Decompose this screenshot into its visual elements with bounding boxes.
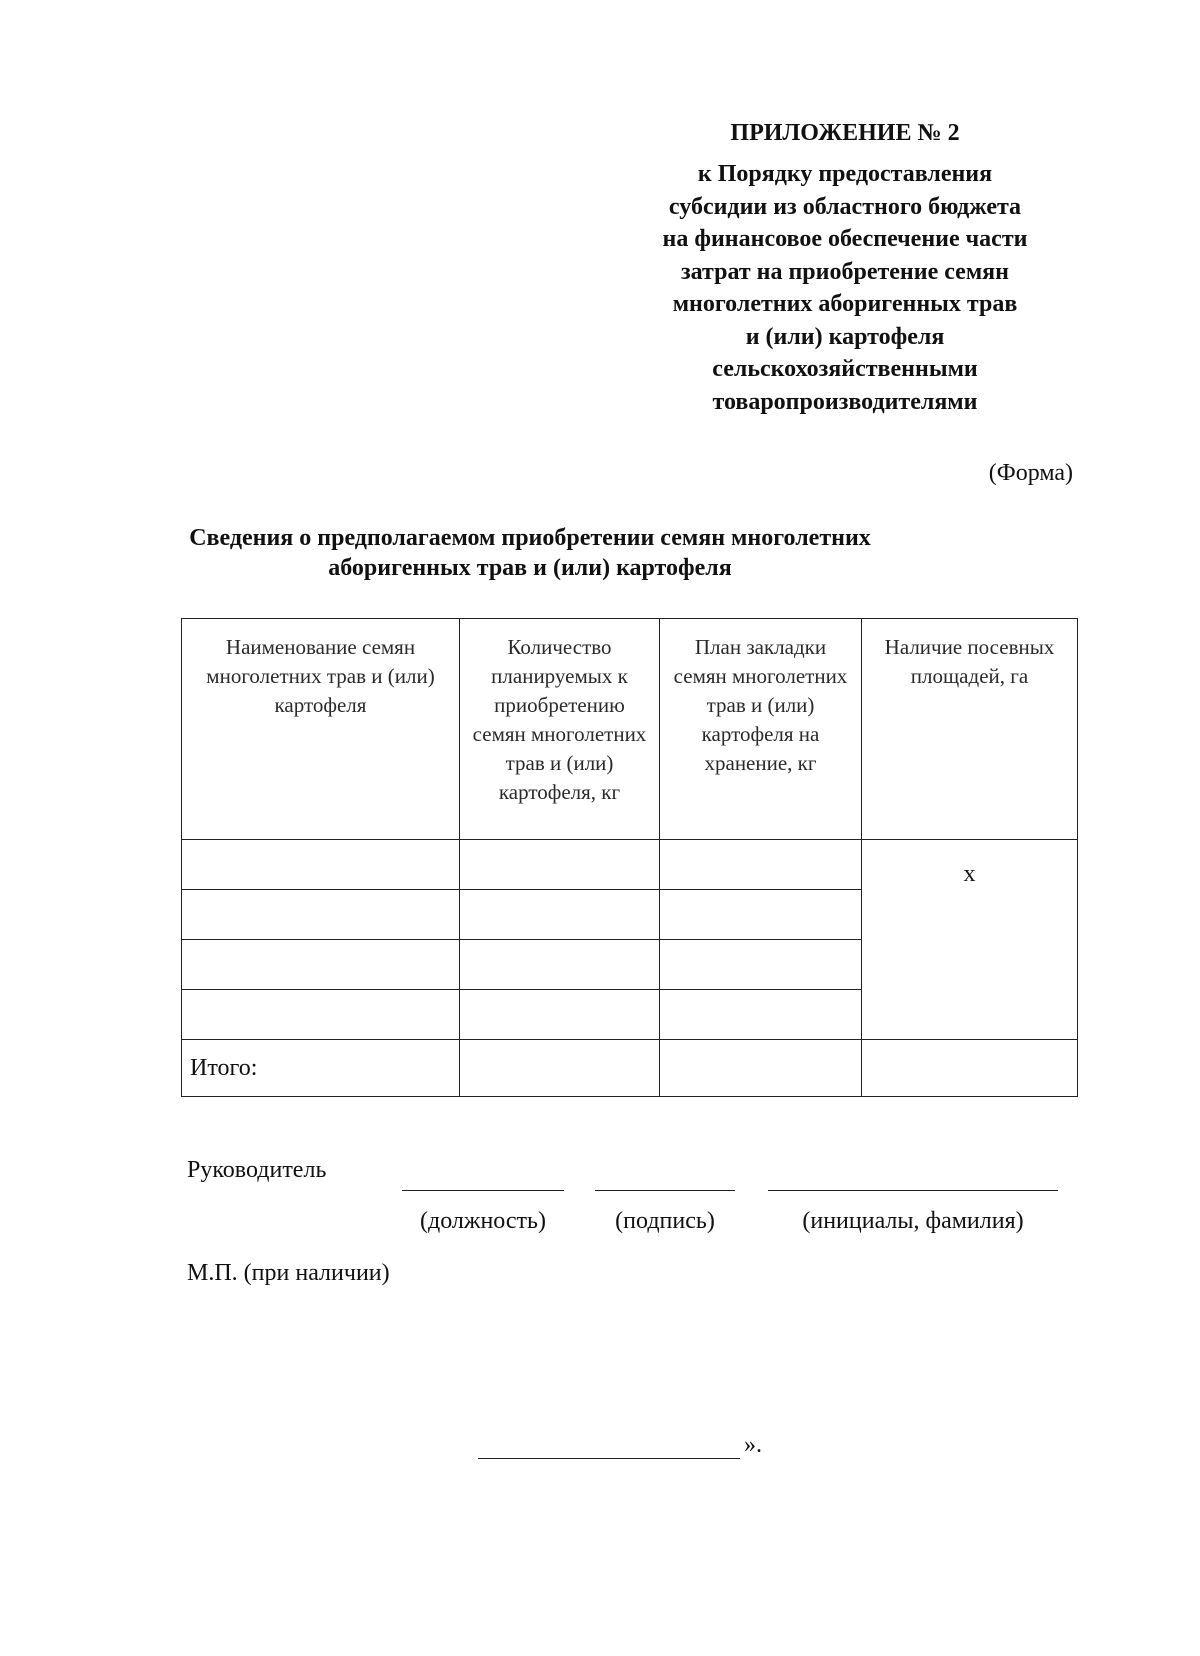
header-storage-plan: План закладки семян многолетних трав и (или) картофеля на хранение, кг [660, 619, 862, 840]
document-title [150, 523, 910, 583]
name-line [768, 1190, 1058, 1191]
total-label: Итого: [182, 1040, 460, 1097]
signature-caption: (подпись) [615, 1208, 715, 1234]
header-sown-area: Наличие посевных площадей, га [862, 619, 1078, 840]
document-title-line: аборигенных трав и (или) картофеля [328, 555, 732, 581]
table-cell [660, 940, 862, 990]
appendix-line: на финансовое обеспечение части [662, 226, 1028, 252]
appendix-line: многолетних аборигенных трав [672, 291, 1018, 317]
table-cell [182, 890, 460, 940]
header-seed-name: Наименование семян многолетних трав и (или) картофеля [182, 619, 460, 840]
closing-mark: ». [744, 1432, 762, 1458]
stamp-label: М.П. (при наличии) [187, 1260, 390, 1286]
table-cell [660, 840, 862, 890]
form-note: (Форма) [988, 460, 1073, 486]
table-cell [460, 940, 660, 990]
table-cell [660, 890, 862, 940]
appendix-line: товаропроизводителями [712, 388, 978, 415]
appendix-line: субсидии из областного бюджета [668, 193, 1022, 220]
signature-line [595, 1190, 735, 1191]
position-line [402, 1190, 564, 1191]
head-label: Руководитель [187, 1157, 327, 1183]
appendix-header [610, 118, 1080, 418]
total-cell [660, 1040, 862, 1097]
table-cell [660, 990, 862, 1040]
header-planned-quantity: Количество планируемых к приобретению семян многолетних трав и (или) картофеля, кг [460, 619, 660, 840]
name-caption: (инициалы, фамилия) [802, 1208, 1024, 1234]
table-cell [460, 840, 660, 890]
table-cell [460, 990, 660, 1040]
seeds-table [181, 618, 1078, 1097]
table-header-row [182, 619, 1078, 840]
total-row [182, 1040, 1078, 1097]
total-cell [460, 1040, 660, 1097]
appendix-line: и (или) картофеля [745, 323, 945, 350]
position-caption: (должность) [420, 1208, 546, 1234]
document-title-line: Сведения о предполагаемом приобретении семян многолетних [189, 525, 871, 551]
appendix-line: затрат на приобретение семян [681, 258, 1009, 285]
table-cell [182, 840, 460, 890]
table-cell [460, 890, 660, 940]
sown-area-merged-cell: х [862, 840, 1078, 1040]
table-row [182, 840, 1078, 890]
table-cell [182, 940, 460, 990]
appendix-line: к Порядку предоставления [697, 161, 993, 187]
appendix-title: ПРИЛОЖЕНИЕ № 2 [730, 120, 960, 146]
closing-line [478, 1458, 740, 1459]
table-cell [182, 990, 460, 1040]
appendix-line: сельскохозяйственными [712, 356, 978, 382]
total-cell [862, 1040, 1078, 1097]
